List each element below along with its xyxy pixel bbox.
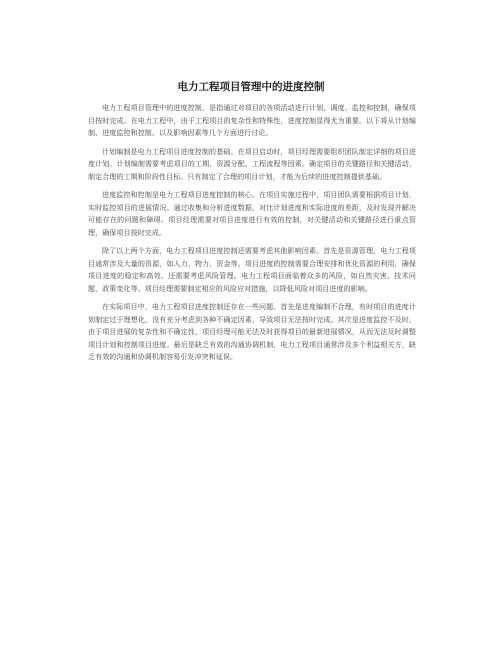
paragraph-other-factors: 除了以上两个方面，电力工程项目进度控制还需要考虑其他影响因素。首先是资源管理，电力工程项目通常涉及大量的资源，如人力、物力、资金等。项目进度的控制需要合理安排和优化资源的利用，确保项目进度的稳定和高效。还需要考虑风险管理。电力工程项目面临着众多的风险，如自然灾害、技术问题、政策变化等。项目经理需要制定相应的风险应对措施，以降低风险对项目进度的影响。 [88, 247, 416, 293]
paragraph-problems: 在实际项目中，电力工程项目进度控制还存在一些问题。首先是进度编制不合理，有时项目的进度计划制定过于理想化，没有充分考虑到各种不确定因素，导致项目无法按时完成。其次是进度监控不及时，由于项目进展的复杂性和不确定性，项目经理可能无法及时获得项目的最新进展情况，从而无法及时调整项目计划和控制项目进度。最后是缺乏有效的沟通协调机制，电力工程项目通常涉及多个利益相关方，缺乏有效的沟通和协调机制容易引发冲突和延误。 [88, 303, 416, 361]
document-title: 电力工程项目管理中的进度控制 [177, 81, 325, 93]
document-body [88, 102, 416, 370]
paragraph-planning: 计划编制是电力工程项目进度控制的基础。在项目启动时，项目经理需要组织团队制定详细的项目进度计划。计划编制需要考虑项目的工期、资源分配、工程流程等因素，确定项目的关键路径和关键活动，制定合理的工期和阶段性目标。只有制定了合理的项目计划，才能为后续的进度控制提供基础。 [88, 147, 416, 181]
paragraph-monitoring: 进度监控和控制是电力工程项目进度控制的核心。在项目实施过程中，项目团队需要根据项目计划，实时监控项目的进展情况。通过收集和分析进度数据，对比计划进度和实际进度的差距，及时发现并解决可能存在的问题和障碍。项目经理需要对项目进度进行有效的控制，对关键活动和关键路径进行重点管理，确保项目按时完成。 [88, 191, 416, 237]
paragraph-intro: 电力工程项目管理中的进度控制，是指通过对项目的各项活动进行计划、调度、监控和控制，确保项目按时完成。在电力工程中，由于工程项目的复杂性和特殊性，进度控制显得尤为重要。以下将从计划编制、进度监控和控制、以及影响因素等几个方面进行讨论。 [88, 104, 416, 137]
